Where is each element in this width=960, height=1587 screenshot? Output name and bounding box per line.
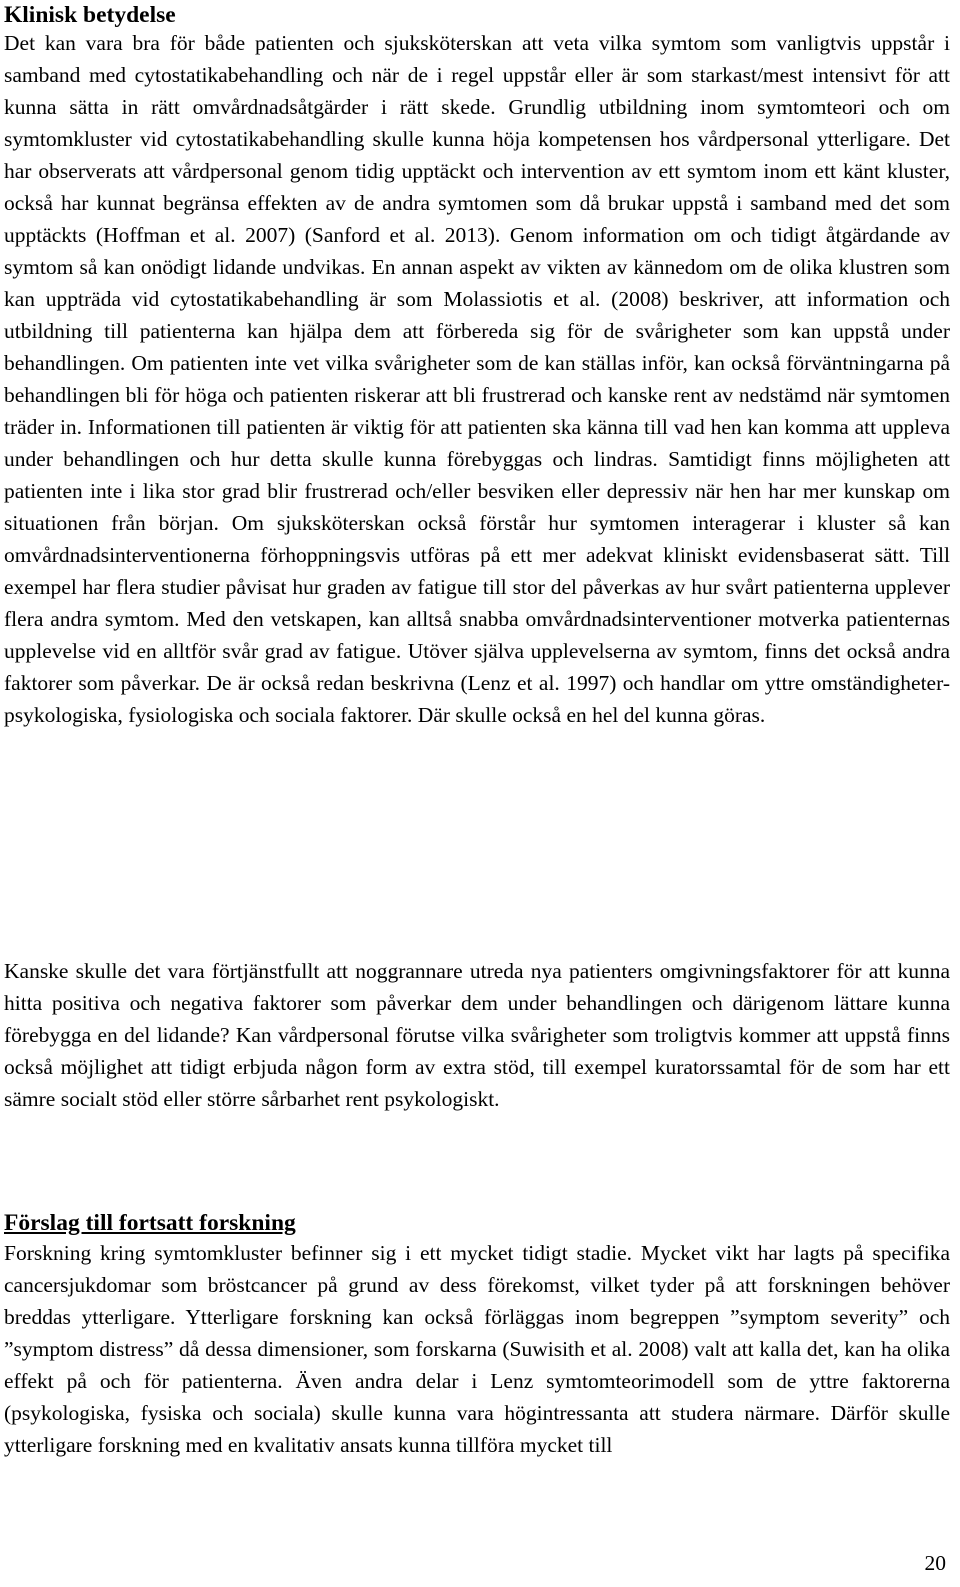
- paragraph-klinisk-betydelse: Det kan vara bra för både patienten och sjuksköterskan att veta vilka symtom som vanligtvis uppstår i samband med cytostatikabehandling och när de i regel uppstår eller är som starkast/mest intensivt för att kunna sätta in rätt omvårdnadsåtgärder i rätt skede. Grundlig utbildning inom symtomteori och om symtomkluster vid cytostatikabehandling skulle kunna höja kompetensen hos vårdpersonal ytterligare. Det har observerats att vårdpersonal genom tidig upptäckt och intervention av ett symtom inom ett känt kluster, också har kunnat begränsa effekten av de andra symtomen som då brukar uppstå i samband med det som upptäckts (Hoffman et al. 2007) (Sanford et al. 2013). Genom information om och tidigt åtgärdande av symtom så kan onödigt lidande undvikas. En annan aspekt av vikten av kännedom om de olika klustren som kan uppträda vid cytostatikabehandling är som Molassiotis et al. (2008) beskriver, att information och utbildning till patienterna kan hjälpa dem att förbereda sig för de svårigheter som kan uppstå under behandlingen. Om patienten inte vet vilka svårigheter som de kan ställas inför, kan också förväntningarna på behandlingen bli för höga och patienten riskerar att bli frustrerad och kanske rent av nedstämd när symtomen träder in. Informationen till patienten är viktig för att patienten ska känna till vad hen kan komma att uppleva under behandlingen och hur detta skulle kunna förebyggas och lindras. Samtidigt finns möjligheten att patienten inte i lika stor grad blir frustrerad och/eller besviken eller depressiv när hen har mer kunskap om situationen från början. Om sjuksköterskan också förstår hur symtomen interagerar i kluster så kan omvårdnadsinterventionerna förhoppningsvis utföras på ett mer adekvat kliniskt evidensbaserat sätt. Till exempel har flera studier påvisat hur graden av fatigue till stor del påverkas av hur svårt patienterna upplever flera andra symtom. Med den vetskapen, kan alltså snabba omvårdnadsinterventioner motverka patienternas upplevelse vid en alltför svår grad av fatigue. Utöver själva upplevelserna av symtom, finns det också andra faktorer som påverkar. De är också redan beskrivna (Lenz et al. 1997) och handlar om yttre omständigheter- psykologiska, fysiologiska och sociala faktorer. Där skulle också en hel del kunna göras.: [4, 31, 950, 727]
- paragraph-fortsatt-forskning: Forskning kring symtomkluster befinner sig i ett mycket tidigt stadie. Mycket vikt har lagts på specifika cancersjukdomar som bröstcancer på grund av dess förekomst, vilket tyder på att forskningen behöver breddas ytterligare. Ytterligare forskning kan också förläggas inom begreppen ”symptom severity” och ”symptom distress” då dessa dimensioner, som forskarna (Suwisith et al. 2008) valt att kalla det, kan ha olika effekt på och för patienterna. Även andra delar i Lenz symtomteorimodell som de yttre faktorerna (psykologiska, fysiska och sociala) skulle kunna vara högintressanta att studera närmare. Därför skulle ytterligare forskning med en kvalitativ ansats kunna tillföra mycket till: [4, 1241, 950, 1457]
- section-heading-klinisk-betydelse: Klinisk betydelse: [4, 2, 176, 28]
- paragraph-omgivningsfaktorer: Kanske skulle det vara förtjänstfullt att noggrannare utreda nya patienters omgivningsfaktorer för att kunna hitta positiva och negativa faktorer som påverkar dem under behandlingen och därigenom lättare kunna förebygga en del lidande? Kan vårdpersonal förutse vilka svårigheter som troligtvis kommer att uppstå finns också möjlighet att tidigt erbjuda någon form av extra stöd, till exempel kuratorssamtal för de som har ett sämre socialt stöd eller större sårbarhet rent psykologiskt.: [4, 959, 950, 1111]
- section-heading-fortsatt-forskning: Förslag till fortsatt forskning: [4, 1210, 296, 1236]
- page-number: 20: [924, 1551, 946, 1575]
